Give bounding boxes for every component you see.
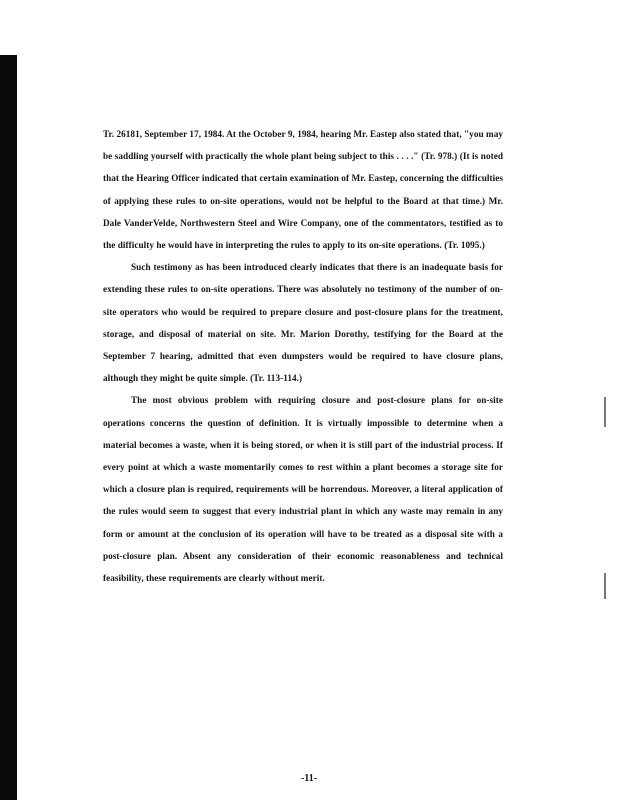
scan-edge-strip — [0, 55, 17, 800]
paragraph-1: Tr. 26181, September 17, 1984. At the October 9, 1984, hearing Mr. Eastep also stated that, "you may be saddling yourself with practically the whole plant being subject to this . . . ." (Tr. 978.) (It is noted that the Hearing Officer indicated that certain examination of Mr. Eastep, concerning the difficulties of applying these rules to on-site operations, would not be helpful to the Board at that time.) Mr. Dale VanderVelde, Northwestern Steel and Wire Company, one of the commentators, testified as to the difficulty he would have in interpreting the rules to apply to its on-site operations. (Tr. 1095.) — [103, 129, 503, 251]
scan-artifact-mark — [604, 573, 606, 599]
scan-artifact-mark — [604, 397, 606, 427]
document-body — [103, 123, 503, 589]
paragraph-2: Such testimony as has been introduced clearly indicates that there is an inadequate basis for extending these rules to on-site operations. There was absolutely no testimony of the number of on-site operators who would be required to prepare closure and post-closure plans for the treatment, storage, and disposal of material on site. Mr. Marion Dorothy, testifying for the Board at the September 7 hearing, admitted that even dumpsters would be required to have closure plans, although they might be quite simple. (Tr. 113-114.) — [103, 262, 503, 384]
paragraph-3: The most obvious problem with requiring closure and post-closure plans for on-site operations concerns the question of definition. It is virtually impossible to determine when a material becomes a waste, when it is being stored, or when it is still part of the industrial process. If every point at which a waste momentarily comes to rest within a plant becomes a storage site for which a closure plan is required, requirements will be horrendous. Moreover, a literal application of the rules would seem to suggest that every industrial plant in which any waste may remain in any form or amount at the conclusion of its operation will have to be treated as a disposal site with a post-closure plan. Absent any consideration of their economic reasonableness and technical feasibility, these requirements are clearly without merit. — [103, 395, 503, 584]
page-number: -11- — [300, 773, 318, 784]
